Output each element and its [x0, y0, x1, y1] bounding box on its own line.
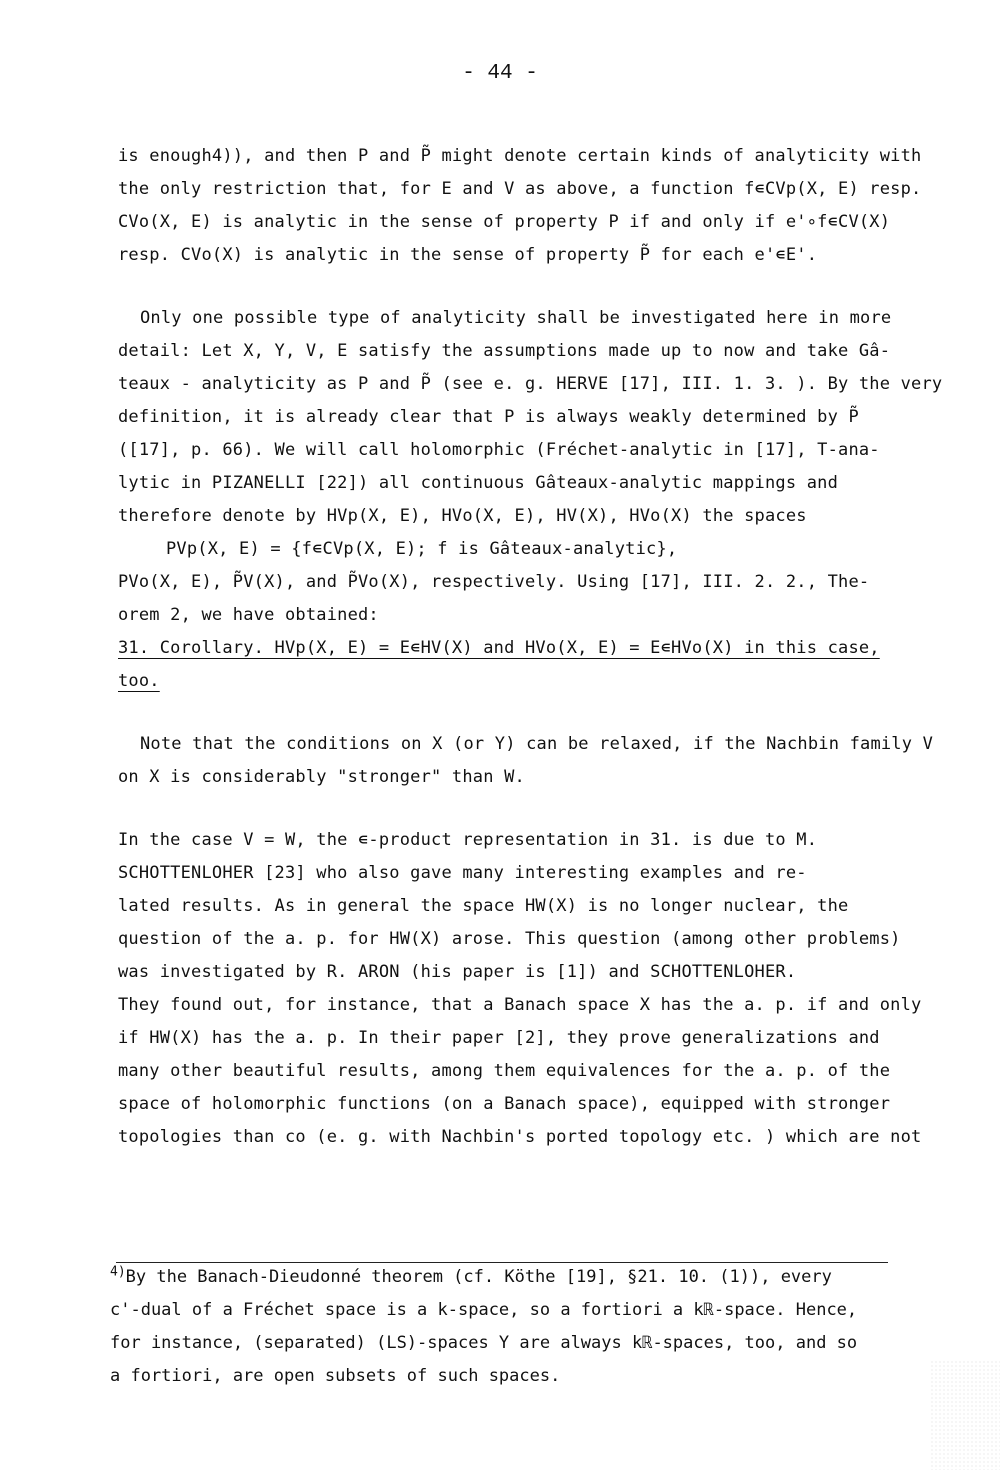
corollary-31 [118, 632, 918, 698]
footnote-text: By the Banach-Dieudonné theorem (cf. Köthe [19], §21. 10. (1)), every [125, 1267, 832, 1287]
paragraph-1 [118, 140, 922, 272]
text-line: CVo(X, E) is analytic in the sense of property P if and only if e'∘f∊CV(X) [118, 212, 891, 232]
scan-noise [930, 1360, 1000, 1470]
text-line: lytic in PIZANELLI [22]) all continuous Gâteaux-analytic mappings and [118, 473, 839, 493]
text-line: SCHOTTENLOHER [23] who also gave many interesting examples and re- [118, 863, 807, 883]
paragraph-4 [118, 824, 922, 1154]
footnote-line: c'-dual of a Fréchet space is a k-space, so a fortiori a kℝ-space. Hence, [110, 1300, 858, 1320]
paragraph-3 [118, 728, 934, 794]
corollary-statement-end: too. [118, 671, 160, 691]
text-line: many other beautiful results, among them equivalences for the a. p. of the [118, 1061, 891, 1081]
text-line: if HW(X) has the a. p. In their paper [2], they prove generalizations and [118, 1028, 880, 1048]
footnote [110, 1250, 920, 1392]
text-line: lated results. As in general the space HW(X) is no longer nuclear, the [118, 896, 849, 916]
text-line: ([17], p. 66). We will call holomorphic (Fréchet-analytic in [17], T-ana- [118, 440, 880, 460]
text-line: was investigated by R. ARON (his paper is [1]) and SCHOTTENLOHER. [118, 962, 797, 982]
text-line: detail: Let X, Y, V, E satisfy the assumptions made up to now and take Gâ- [118, 341, 891, 361]
footnote-line: for instance, (separated) (LS)-spaces Y are always kℝ-spaces, too, and so [110, 1333, 858, 1353]
page-number: - 44 - [462, 62, 538, 85]
text-line: In the case V = W, the ∊-product representation in 31. is due to M. [118, 830, 818, 850]
corollary-statement: 31. Corollary. HVp(X, E) = E∊HV(X) and HVo(X, E) = E∊HVo(X) in this case, [118, 638, 880, 658]
text-line: They found out, for instance, that a Banach space X has the a. p. if and only [118, 995, 922, 1015]
text-line: Note that the conditions on X (or Y) can be relaxed, if the Nachbin family V [140, 734, 934, 754]
text-line: PVo(X, E), P̃V(X), and P̃Vo(X), respectively. Using [17], III. 2. 2., The- [118, 572, 870, 592]
footnote-line [110, 1250, 920, 1293]
footnote-marker: 4) [110, 1264, 126, 1280]
text-line: orem 2, we have obtained: [118, 605, 379, 625]
text-line: question of the a. p. for HW(X) arose. This question (among other problems) [118, 929, 901, 949]
text-line: resp. CVo(X) is analytic in the sense of property P̃ for each e'∊E'. [118, 245, 818, 265]
text-line: space of holomorphic functions (on a Banach space), equipped with stronger [118, 1094, 891, 1114]
footnote-line: a fortiori, are open subsets of such spaces. [110, 1366, 561, 1386]
main-text [118, 140, 943, 1154]
text-line: topologies than co (e. g. with Nachbin's ported topology etc. ) which are not [118, 1127, 922, 1147]
paragraph-2 [118, 302, 943, 632]
text-line: Only one possible type of analyticity shall be investigated here in more [140, 308, 892, 328]
text-line: definition, it is already clear that P is always weakly determined by P̃ [118, 407, 859, 427]
text-line: therefore denote by HVp(X, E), HVo(X, E), HV(X), HVo(X) the spaces [118, 506, 807, 526]
displayed-formula: PVp(X, E) = {f∊CVp(X, E); f is Gâteaux-analytic}, [166, 539, 678, 559]
text-line: teaux - analyticity as P and P̃ (see e. g. HERVE [17], III. 1. 3. ). By the very [118, 374, 943, 394]
text-line: the only restriction that, for E and V as above, a function f∊CVp(X, E) resp. [118, 179, 922, 199]
text-line: is enough4)), and then P and P̃ might denote certain kinds of analyticity with [118, 146, 922, 166]
text-line: on X is considerably "stronger" than W. [118, 767, 525, 787]
